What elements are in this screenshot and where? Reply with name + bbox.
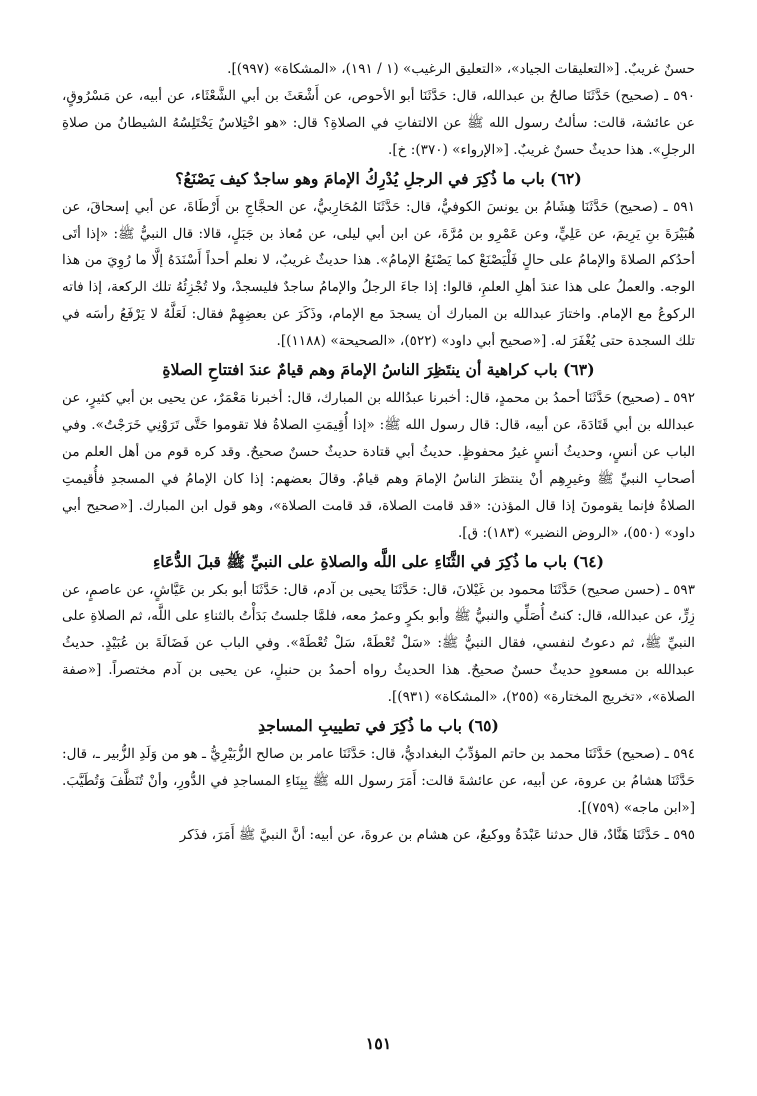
chapter-heading-65: (٦٥) باب ما ذُكِرَ في تطييبِ المساجدِ	[258, 716, 499, 736]
paragraph-prev-hadith-end: حسنٌ غريبٌ. [«التعليقات الجياد»، «التعليق الرغيب» (١ / ١٩١)، «المشكاة» (٩٩٧)].	[227, 61, 695, 77]
paragraph-hadith-590: ٥٩٠ ـ (صحيح) حَدَّثَنَا صالحُ بن عبدالله، قال: حَدَّثَنَا أبو الأحوص، عن أَشْعَثَ بن أبي الشَّعْثَاء، عن أبيه، عن مَسْرُوقٍ، عن عائشة، قالت: سألتُ رسول الله ﷺ عن الالتفاتِ في الصلاةِ؟ قال: «هو اخْتِلاسٌ يَخْتَلِسُهُ الشيطانُ من صلاةِ الرجلِ». هذا حديثٌ حسنٌ غريبٌ. [«الإرواء» (٣٧٠): خ].	[62, 87, 695, 158]
paragraph-hadith-592: ٥٩٢ ـ (صحيح) حَدَّثَنَا أحمدُ بن محمدٍ، قال: أخبرنا عبدُالله بن المبارك، قال: أخبرنا مَعْمَرٌ، عن يحيى بن أبي كثيرٍ، عن عبدالله بن أبي قَتَادَةَ، عن أبيه، قال: قال رسول الله ﷺ: «إذا أُقِيمَتِ الصلاةُ فلا تقوموا حَتَّى تَرَوْنِي خَرَجْتُ». وفي الباب عن أنسٍ، وحديثُ أنسٍ غيرُ محفوظٍ. حديثُ أبي قتادة حديثٌ حسنٌ صحيحٌ. وقد كره قوم من أهل العلم من أصحابِ النبيِّ ﷺ وغيرِهِم أنْ ينتظرَ الناسُ الإمامَ وهم قيامٌ. وقالَ بعضهم: إذا كان الإمامُ في المسجدِ فأُقيمتِ الصلاةُ فإنما يقومونَ إذا قال المؤذن: «قد قامت الصلاة، قد قامت الصلاة»، وهو قول ابن المبارك. [«صحيح أبي داود» (٥٥٠)، «الروض النضير» (١٨٣): ق].	[62, 390, 695, 541]
chapter-heading-64: (٦٤) باب ما ذُكِرَ في الثَّنَاءِ على اللَّه والصلاةِ على النبيِّ ﷺ قبلَ الدُّعَاءِ	[152, 551, 605, 571]
paragraph-hadith-595: ٥٩٥ ـ حَدَّثَنَا هَنَّادٌ، قال حدثنا عَبْدَةُ ووكيعٌ، عن هشام بن عروةَ، عن أبيه: أنَّ النبيَّ ﷺ أَمَرَ، فذَكر	[179, 826, 695, 843]
page-number: ١٥١	[365, 1034, 392, 1053]
chapter-heading-62: (٦٢) باب ما ذُكِرَ في الرجلِ يُدْرِكُ الإمامَ وهو ساجدٌ كيف يَصْنَعُ؟	[175, 168, 582, 188]
paragraph-hadith-593: ٥٩٣ ـ (حسن صحيح) حَدَّثَنَا محمود بن غَيْلانَ، قال: حَدَّثَنَا يحيى بن آدم، قال: حَدَّثَنَا أبو بكر بن عَيَّاشٍ، عن عاصمٍ، عن زِرٍّ، عن عبدالله، قال: كنتُ أُصَلِّي والنبيُّ ﷺ وأبو بكرٍ وعمرُ معه، فلمَّا جلستُ بَدَأْتُ بالثناءِ على اللَّه، ثم الصلاةِ على النبيِّ ﷺ، ثم دعوتُ لنفسي، فقال النبيُّ ﷺ: «سَلْ تُعْطَهْ، سَلْ تُعْطَهْ». وفي الباب عن فَضَالَةَ بن عُبَيْدٍ. حديثُ عبدالله بن مسعودٍ حديثٌ حسنٌ صحيحٌ. هذا الحديثُ رواه أحمدُ بن حنبلٍ، عن يحيى بن آدم مختصراً. [«صفة الصلاة»، «تخريج المختارة» (٢٥٥)، «المشكاة» (٩٣١)].	[62, 581, 695, 706]
page-content	[62, 56, 695, 849]
chapter-heading-63: (٦٣) باب كراهية أن ينتَظِرَ الناسُ الإمامَ وهم قيامٌ عندَ افتتاحِ الصلاةِ	[162, 360, 595, 380]
paragraph-hadith-591: ٥٩١ ـ (صحيح) حَدَّثَنَا هِشَامُ بن يونسَ الكوفيُّ، قال: حَدَّثَنَا المُحَارِبيُّ، عن الحجَّاجِ بن أَرْطَاةَ، عن أبي إسحاقَ، عن هُبَيْرَةَ بنِ يَرِيمَ، عن عَلِيٍّ، وعن عَمْرِو بن مُرَّةَ، عن ابن أبي ليلى، عن مُعاذ بن جَبَلٍ، قالا: قال النبيُّ ﷺ: «إذا أتَى أحدُكم الصلاةَ والإمامُ على حالٍ فَلْيَصْنَعْ كما يَصْنَعُ الإمامُ». هذا حديثٌ غريبٌ، لا نعلم أحداً أَسْنَدَهُ إلَّا ما رُوِيَ من هذا الوجه. والعملُ على هذا عندَ أهلِ العلمِ، قالوا: إذا جاءَ الرجلُ والإمامُ ساجدٌ فليسجدْ، ولا تُجْزِئُهُ تلك الركعة، إذا فاته الركوعُ مع الإمام. واختارَ عبدالله بن المبارك أن يسجدَ مع الإمام، وذَكَرَ عن بعضِهِمْ فقال: لَعَلَّهُ لا يَرْفَعُ رأسَه في تلك السجدة حتى يُغْفَرَ له. [«صحيح أبي داود» (٥٢٢)، «الصحيحة» (١١٨٨)].	[62, 198, 695, 350]
paragraph-hadith-594: ٥٩٤ ـ (صحيح) حَدَّثَنَا محمد بن حاتم المؤدِّبُ البغداديُّ، قال: حَدَّثَنَا عامر بن صالح الزُّبَيْرِيُّ ـ هو من وَلَدِ الزُّبير ـ، قال: حَدَّثَنَا هشامُ بن عروة، عن أبيه، عن عائشةَ قالت: أَمَرَ رسول الله ﷺ بِبِنَاءِ المساجدِ في الدُّورِ، وأنْ تُنَظَّفَ وَتُطَيَّبَ. [«ابن ماجه» (٧٥٩)].	[62, 746, 695, 816]
